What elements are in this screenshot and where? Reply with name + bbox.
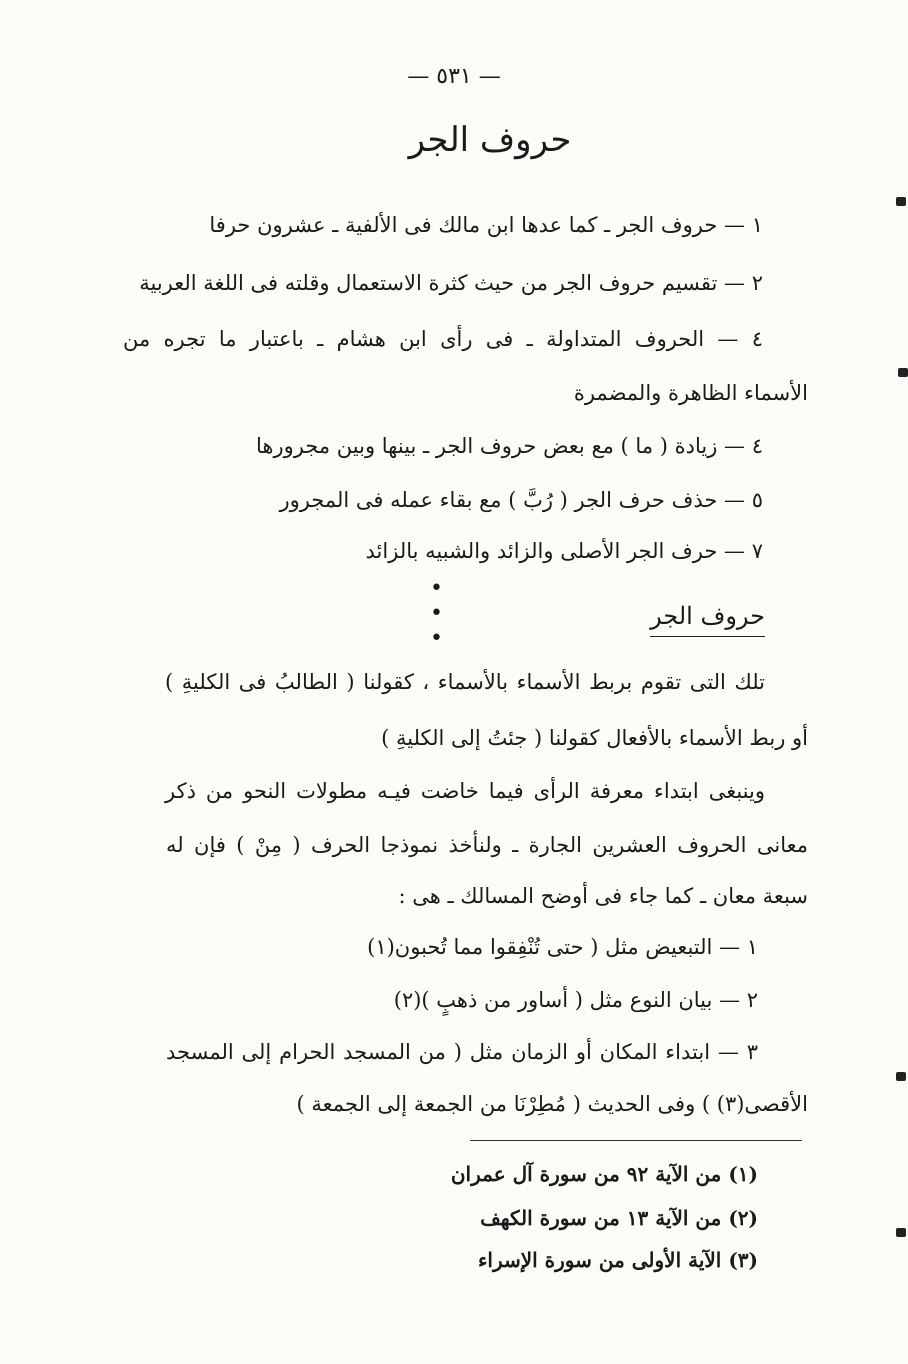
footnote-2: (٢) من الآية ١٣ من سورة الكهف — [480, 1206, 758, 1230]
list-item-1: ١ — التبعيض مثل ( حتى تُنْفِقوا مما تُحبون(١) — [367, 935, 758, 959]
footnote-1: (١) من الآية ٩٢ من سورة آل عمران — [450, 1162, 758, 1186]
binding-mark — [896, 197, 906, 206]
toc-line-4: ٤ — زيادة ( ما ) مع بعض حروف الجر ـ بينها وبين مجرورها — [255, 434, 763, 458]
paragraph-line-5: سبعة معان ـ كما جاء فى أوضح المسالك ـ هى : — [398, 884, 808, 908]
paragraph-line-2: أو ربط الأسماء بالأفعال كقولنا ( جئتُ إلى الكليةِ ) — [381, 726, 808, 750]
page-number: — ٥٣١ — — [407, 64, 501, 89]
toc-line-6: ٧ — حرف الجر الأصلى والزائد والشبيه بالزائد — [365, 539, 763, 563]
paragraph-line-3: وينبغى ابتداء معرفة الرأى فيما خاضت فيـه مطولات النحو من ذكر — [165, 779, 765, 803]
toc-line-2: ٢ — تقسيم حروف الجر من حيث كثرة الاستعمال وقلته فى اللغة العربية — [139, 271, 763, 295]
separator-dots: • • • — [430, 576, 469, 651]
toc-line-3-cont: الأسماء الظاهرة والمضمرة — [573, 381, 808, 405]
section-heading: حروف الجر — [650, 602, 765, 637]
footnote-3: (٣) الآية الأولى من سورة الإسراء — [477, 1248, 758, 1272]
toc-line-1: ١ — حروف الجر ـ كما عدها ابن مالك فى الألفية ـ عشرون حرفا — [209, 213, 763, 237]
binding-mark — [898, 368, 908, 377]
list-item-3: ٣ — ابتداء المكان أو الزمان مثل ( من المسجد الحرام إلى المسجد — [166, 1040, 758, 1064]
toc-line-5: ٥ — حذف حرف الجر ( رُبَّ ) مع بقاء عمله فى المجرور — [279, 488, 763, 512]
footnote-rule — [470, 1140, 802, 1141]
toc-line-3: ٤ — الحروف المتداولة ـ فى رأى ابن هشام ـ باعتبار ما تجره من — [123, 327, 763, 351]
binding-mark — [896, 1072, 906, 1081]
list-item-2: ٢ — بيان النوع مثل ( أساور من ذهبٍ )(٢) — [393, 988, 758, 1012]
list-item-3-cont: الأقصى(٣) ) وفى الحديث ( مُطِرْنَا من الجمعة إلى الجمعة ) — [296, 1092, 808, 1116]
paragraph-line-4: معانى الحروف العشرين الجارة ـ ولنأخذ نموذجا الحرف ( مِنْ ) فإن له — [166, 833, 808, 857]
binding-mark — [896, 1228, 906, 1237]
page-title: حروف الجر — [408, 120, 572, 160]
paragraph-line-1: تلك التى تقوم بربط الأسماء بالأسماء ، كقولنا ( الطالبُ فى الكليةِ ) — [165, 670, 765, 694]
